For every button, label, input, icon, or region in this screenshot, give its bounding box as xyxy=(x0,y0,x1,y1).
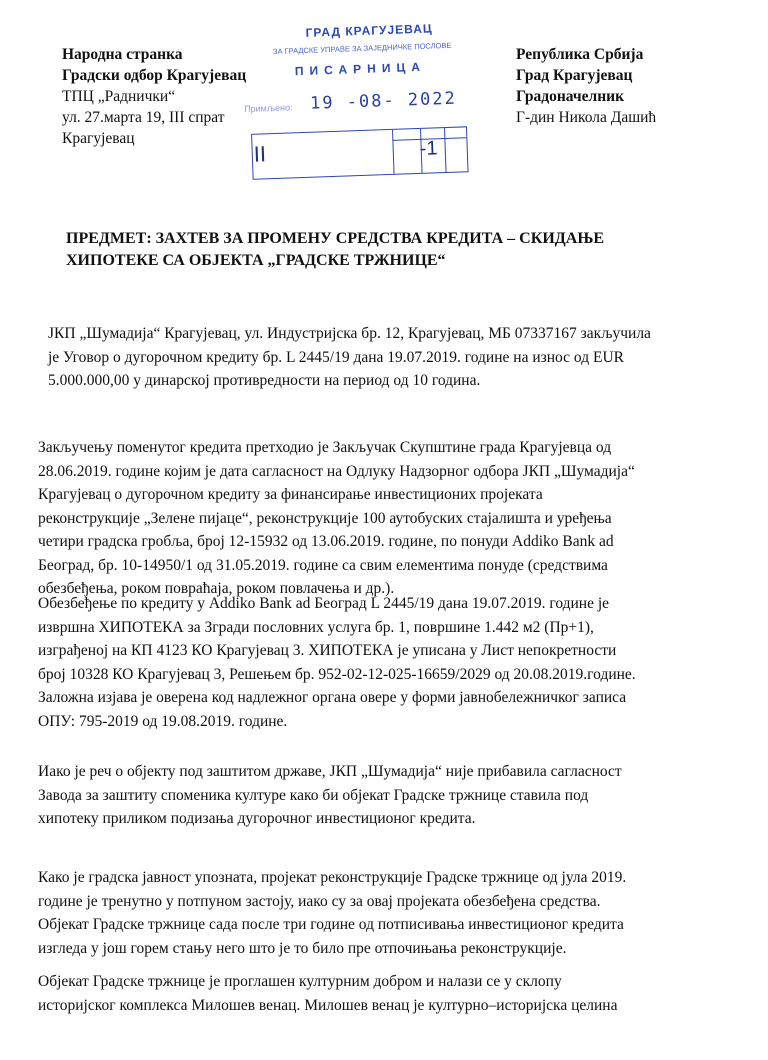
sender-committee: Градски одбор Крагујевац xyxy=(62,67,247,84)
text-line: извршна ХИПОТЕКА за Згради пословних услуга бр. 1, површине 1.442 м2 (Пр+1), xyxy=(38,618,594,636)
text-line: четири градска гробља, број 12-15932 од 13.06.2019. године, по понуди Addiko Bank ad xyxy=(38,533,614,550)
stamp-office: ЗА ГРАДСКЕ УПРАВЕ ЗА ЗАЈЕДНИЧКЕ ПОСЛОВЕ xyxy=(272,40,452,57)
subject-line-1: ПРЕДМЕТ: ЗАХТЕВ ЗА ПРОМЕНУ СРЕДСТВА КРЕДИТА – СКИДАЊЕ xyxy=(66,230,605,247)
text-line: ЈКП „Шумадија“ Крагујевац, ул. Индустријска бр. 12, Крагујевац, МБ 07337167 закључила xyxy=(48,325,651,342)
text-line: реконструкције „Зелене пијаце“, реконструкције 100 аутобуских стајалишта и уређења xyxy=(38,509,612,527)
text-line: Објекат Градске тржнице је проглашен културним добром и налази се у склопу xyxy=(38,973,562,990)
paragraph-mortgage-security xyxy=(38,592,744,733)
text-line: Крагујевац о дугорочном кредиту за финансирање инвестиционих пројеката xyxy=(38,486,543,503)
recipient-address-block xyxy=(516,44,656,128)
recipient-office: Градоначелник xyxy=(516,88,625,105)
text-line: Заложна изјава је оверена код надлежног органа овере у форми јавнобележничког записа xyxy=(38,689,627,706)
stamp-handwritten-left: II xyxy=(253,141,267,167)
sender-city: Крагујевац xyxy=(62,130,135,147)
text-line: Како је градска јавност упозната, пројекат реконструкције Градске тржнице од јула 2019. xyxy=(38,869,627,886)
text-line: 5.000.000,00 у динарској противредности на период од 10 година. xyxy=(48,372,481,389)
sender-building: ТПЦ „Раднички“ xyxy=(62,88,176,105)
text-line: Београд, бр. 10-14950/1 од 31.05.2019. године са свим елементима понуде (средствима xyxy=(38,556,608,574)
sender-party: Народна странка xyxy=(62,46,183,63)
text-line: 28.06.2019. године којим је дата сагласност на Одлуку Надзорног одбора ЈКП „Шумадија“ xyxy=(38,462,635,480)
text-line: Иако је реч о објекту под заштитом државе, ЈКП „Шумадија“ није прибавила сагласност xyxy=(38,763,622,780)
text-line: Обезбеђење по кредиту у Addiko Bank ad Београд L 2445/19 дана 19.07.2019. године је xyxy=(38,595,610,612)
stamp-city: ГРАД КРАГУЈЕВАЦ xyxy=(305,21,433,40)
paragraph-assembly-conclusion xyxy=(38,436,744,601)
stamp-received-label: Примљено: xyxy=(244,102,293,115)
recipient-city: Град Крагујевац xyxy=(516,67,633,84)
text-line: године је тренутно у потпуном застоју, иако су за овај пројеката обезбеђена средства. xyxy=(38,892,601,910)
stamp-registry: ПИСАРНИЦА xyxy=(294,59,427,79)
text-line: је Уговор о дугорочном кредиту бр. L 2445/19 дана 19.07.2019. године на износ од EUR xyxy=(48,348,624,366)
subject-heading xyxy=(66,228,706,272)
sender-street: ул. 27.марта 19, III спрат xyxy=(62,109,225,126)
subject-line-2: ХИПОТЕКЕ СА ОБЈЕКТА „ГРАДСКЕ ТРЖНИЦЕ“ xyxy=(66,252,446,269)
registry-stamp xyxy=(241,18,478,184)
text-line: обезбеђења, роком повраћаја, роком повлачења и др.). xyxy=(38,580,395,597)
text-line: Објекат Градске тржнице сада после три године од потписивања инвестиционог кредита xyxy=(38,916,624,933)
text-line: хипотеку приликом подизања дугорочног инвестиционог кредита. xyxy=(38,810,476,827)
recipient-country: Република Србија xyxy=(516,46,644,63)
text-line: изграђеној на КП 4123 КО Крагујевац 3. ХИПОТЕКА је уписана у Лист непокретности xyxy=(38,642,617,659)
recipient-name: Г-дин Никола Дашић xyxy=(516,109,657,126)
paragraph-reconstruction-status xyxy=(38,866,744,960)
text-line: ОПУ: 795-2019 од 19.08.2019. године. xyxy=(38,712,288,730)
stamp-handwritten-right: -1 xyxy=(419,137,438,160)
sender-address-block xyxy=(62,44,246,149)
text-line: Закључењу поменутог кредита претходио је Закључак Скупштине града Крагујевца од xyxy=(38,439,612,456)
text-line: Завода за заштиту споменика културе како би објекат Градске тржнице ставила под xyxy=(38,786,589,804)
paragraph-credit-agreement xyxy=(48,322,742,393)
text-line: историјског комплекса Милошев венац. Милошев венац је културно–историјска целина xyxy=(38,996,618,1014)
text-line: број 10328 КО Крагујевац 3, Решењем бр. 952-02-12-025-16659/2029 од 20.08.2019.године. xyxy=(38,665,636,683)
stamp-date: 19 -08- 2022 xyxy=(309,88,458,114)
paragraph-protected-object xyxy=(38,760,744,831)
paragraph-cultural-heritage xyxy=(38,970,744,1017)
text-line: изгледа у још горем стању него што је то било пре отпочињања реконструкције. xyxy=(38,939,567,957)
